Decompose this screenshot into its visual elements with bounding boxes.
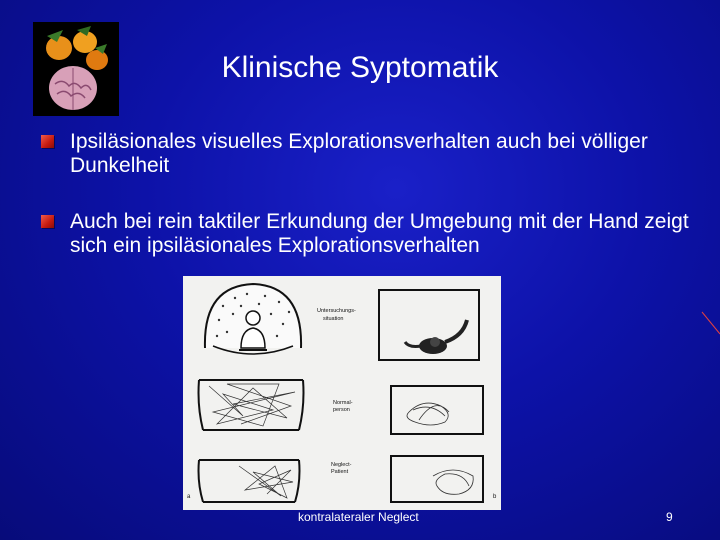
label-normal-2: person	[333, 407, 350, 413]
label-situation-2: situation	[323, 316, 344, 322]
bullet-text: Auch bei rein taktiler Erkundung der Umgebung mit der Hand zeigt sich ein ipsiläsionales Explorationsverhalten	[70, 210, 689, 257]
page-number: 9	[666, 510, 673, 524]
bullet-marker-icon	[41, 215, 54, 228]
brain-fruit-logo	[33, 22, 119, 116]
label-patient-2: Patient	[331, 469, 349, 475]
figure-caption: kontralateraler Neglect	[298, 510, 419, 524]
label-situation: Untersuchungs-	[317, 308, 356, 314]
panel-label-a: a	[187, 494, 191, 500]
label-normal: Normal-	[333, 400, 353, 406]
decorative-line-icon	[698, 300, 720, 340]
bullet-text: Ipsiläsionales visuelles Explorationsverhalten auch bei völliger Dunkelheit	[70, 130, 648, 177]
slide-title: Klinische Syptomatik	[221, 51, 499, 84]
bullet-marker-icon	[41, 135, 54, 148]
neglect-exploration-figure	[183, 276, 501, 510]
bullet-item	[70, 130, 690, 178]
panel-label-b: b	[493, 494, 497, 500]
bullet-item	[70, 210, 690, 258]
label-patient: Neglect-	[331, 462, 352, 468]
